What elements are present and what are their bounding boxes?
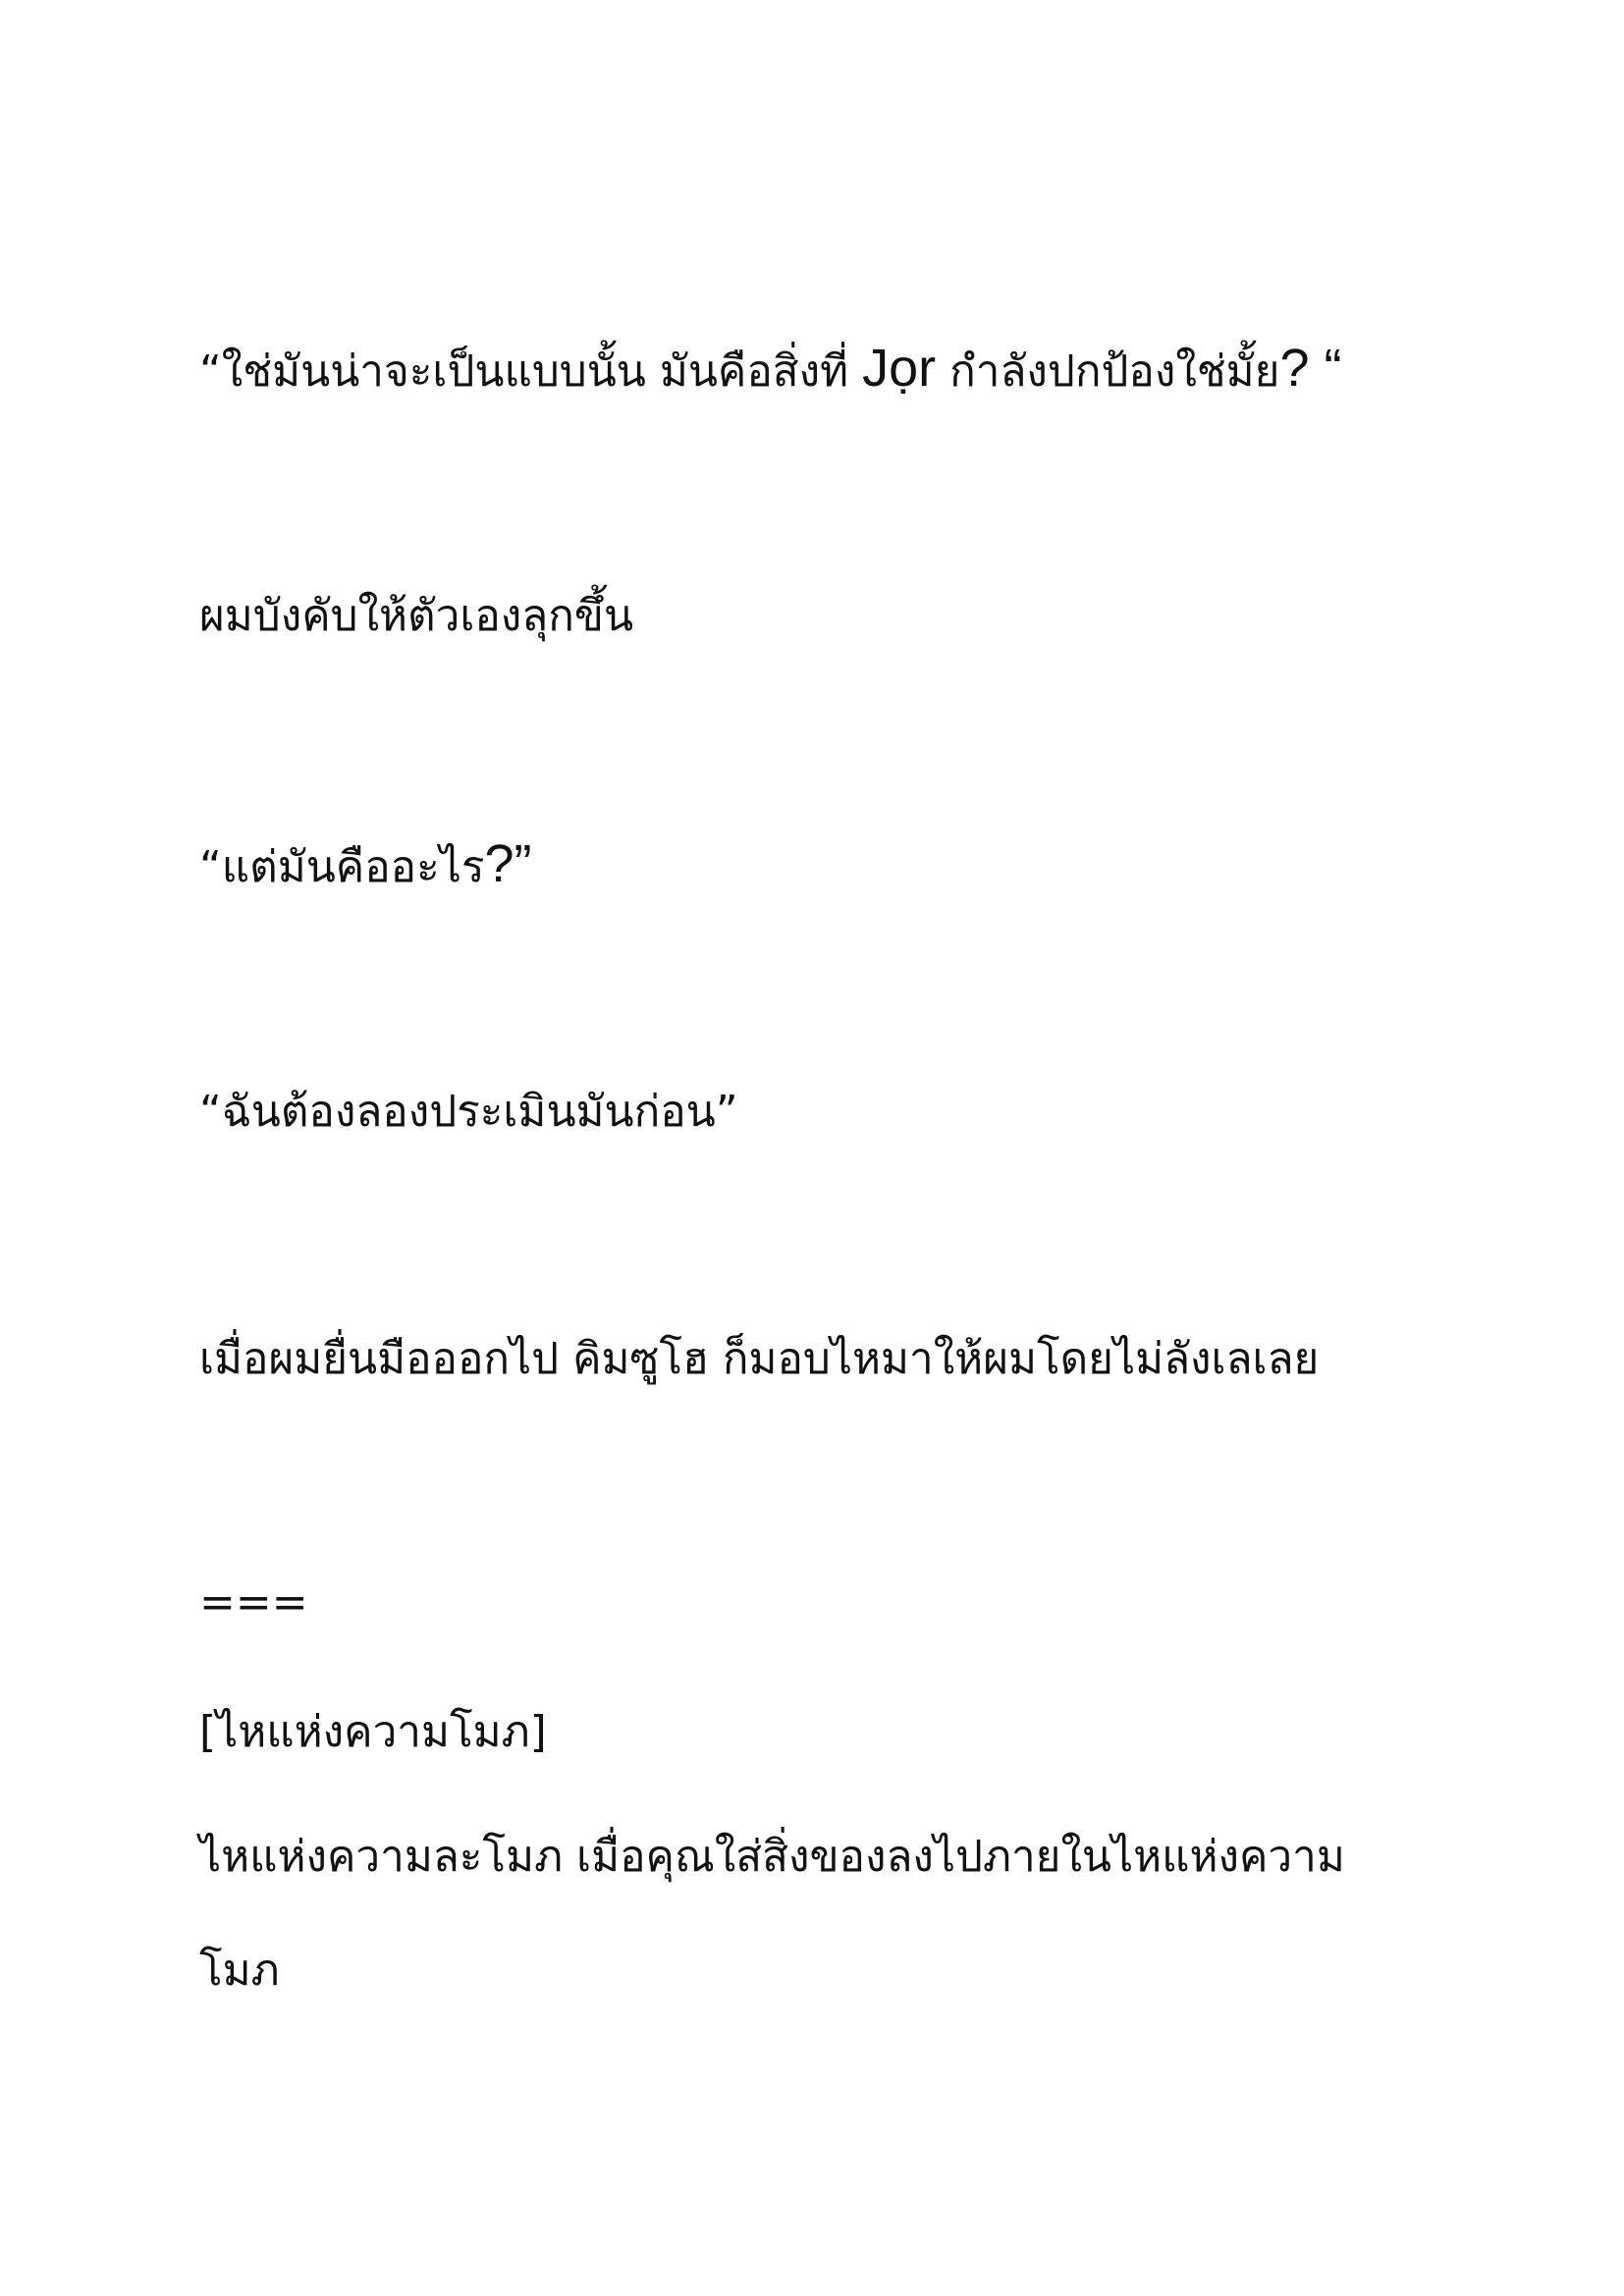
section-divider: ===: [199, 1577, 308, 1628]
dialogue-line-2: [199, 834, 532, 897]
narration-line-2: เมื่อผมยื่นมือออกไป คิมซูโฮ ก็มอบไหมาให้ผมโดยไม่ลังเลเลย: [199, 1334, 1320, 1384]
item-description-line-1: ไหแห่งความละโมภ เมื่อคุณใส่สิ่งของลงไปภายในไหแห่งความ: [199, 1832, 1345, 1882]
text-segment-punct: ? “: [1279, 339, 1342, 398]
text-segment-name: Jọr: [862, 339, 937, 398]
text-segment: กำลังปกป้องใช่มั้ย: [936, 347, 1280, 397]
item-title: [ไหแห่งความโมภ]: [199, 1707, 547, 1757]
narration-line-1: ผมบังคับให้ตัวเองลุกขึ้น: [199, 591, 634, 641]
text-segment-punct: ?”: [484, 834, 532, 893]
item-description-line-2: โมภ: [199, 1946, 280, 1996]
dialogue-line-1: [199, 339, 1341, 401]
text-segment: “ใช่มันน่าจะเป็นแบบนั้น มันคือสิ่งที่: [199, 347, 863, 397]
text-segment: “แต่มันคืออะไร: [199, 842, 485, 892]
dialogue-line-3: “ฉันต้องลองประเมินมันก่อน”: [199, 1087, 738, 1137]
